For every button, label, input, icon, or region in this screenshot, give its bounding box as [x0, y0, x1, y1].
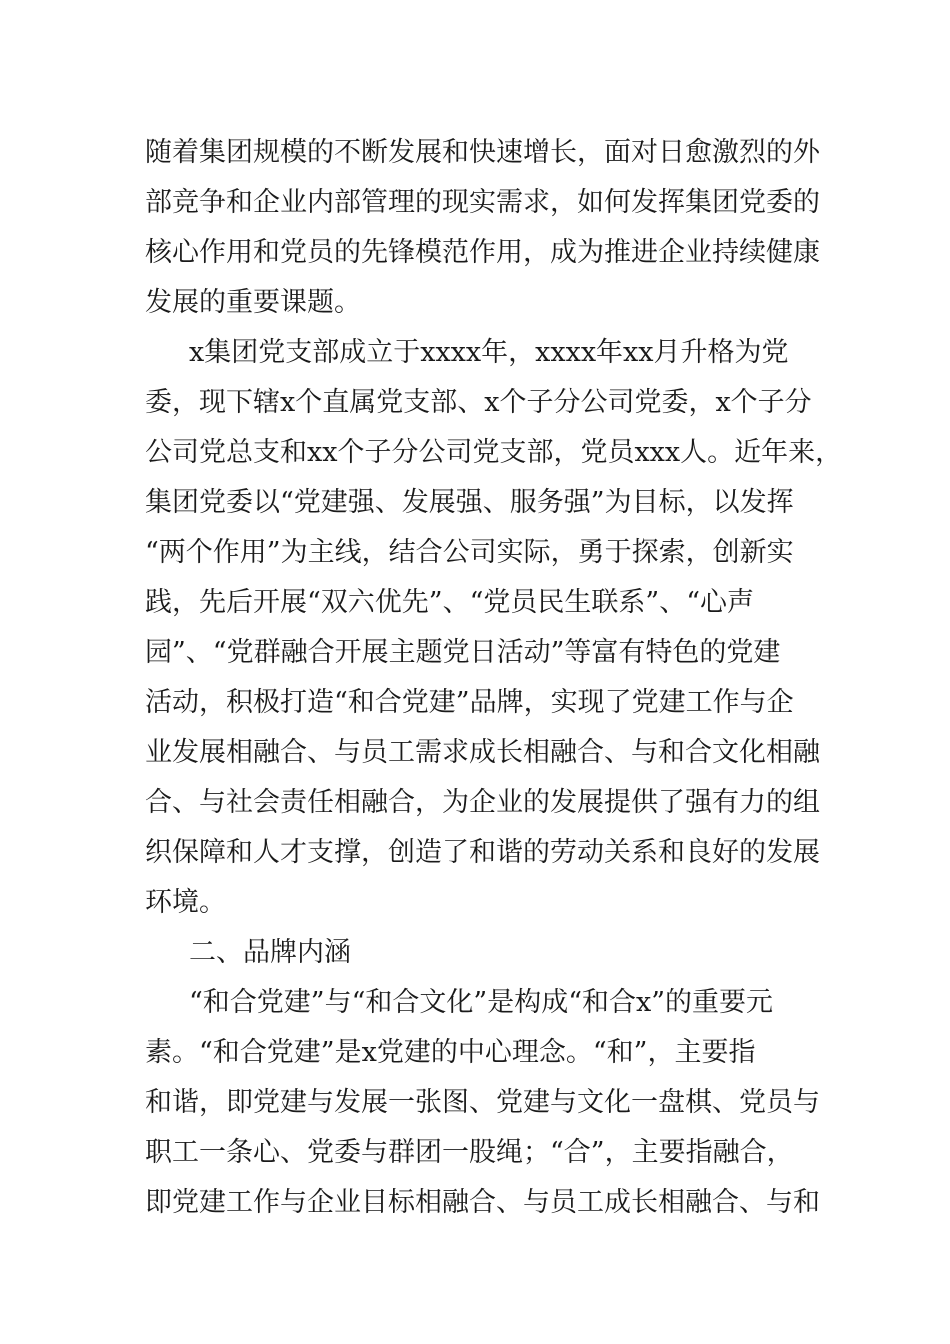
- section-heading: 二、品牌内涵: [189, 937, 351, 968]
- text-line: 活动，积极打造“和合党建”品牌，实现了党建工作与企: [145, 687, 794, 718]
- text-line: 业发展相融合、与员工需求成长相融合、与和合文化相融: [145, 737, 820, 768]
- text-line: 发展的重要课题。: [145, 287, 361, 318]
- paragraph-start-line: “和合党建”与“和合文化”是构成“和合x”的重要元: [189, 987, 774, 1018]
- text-line: 集团党委以“党建强、发展强、服务强”为目标，以发挥: [145, 487, 794, 518]
- text-line: 践，先后开展“双六优先”、“党员民生联系”、“心声: [145, 587, 755, 618]
- text-line: 随着集团规模的不断发展和快速增长，面对日愈激烈的外: [145, 137, 820, 168]
- text-line: “两个作用”为主线，结合公司实际，勇于探索，创新实: [145, 537, 794, 568]
- body-text: [145, 128, 843, 1228]
- text-line: 环境。: [145, 887, 226, 918]
- text-line: 合、与社会责任相融合，为企业的发展提供了强有力的组: [145, 787, 820, 818]
- text-line: 织保障和人才支撑，创造了和谐的劳动关系和良好的发展: [145, 837, 820, 868]
- text-line: 公司党总支和xx个子分公司党支部，党员xxx人。近年来，: [145, 437, 843, 468]
- text-line: 素。“和合党建”是x党建的中心理念。“和”，主要指: [145, 1037, 756, 1068]
- text-line: 和谐，即党建与发展一张图、党建与文化一盘棋、党员与: [145, 1087, 820, 1118]
- text-line: 职工一条心、党委与群团一股绳；“合”，主要指融合，: [145, 1137, 794, 1168]
- text-line: 园”、“党群融合开展主题党日活动”等富有特色的党建: [145, 637, 781, 668]
- text-line: 部竞争和企业内部管理的现实需求，如何发挥集团党委的: [145, 187, 820, 218]
- text-line: 即党建工作与企业目标相融合、与员工成长相融合、与和: [145, 1187, 820, 1218]
- paragraph-start-line: x集团党支部成立于xxxx年，xxxx年xx月升格为党: [189, 337, 789, 368]
- text-line: 委，现下辖x个直属党支部、x个子分公司党委，x个子分: [145, 387, 812, 418]
- text-line: 核心作用和党员的先锋模范作用，成为推进企业持续健康: [145, 237, 820, 268]
